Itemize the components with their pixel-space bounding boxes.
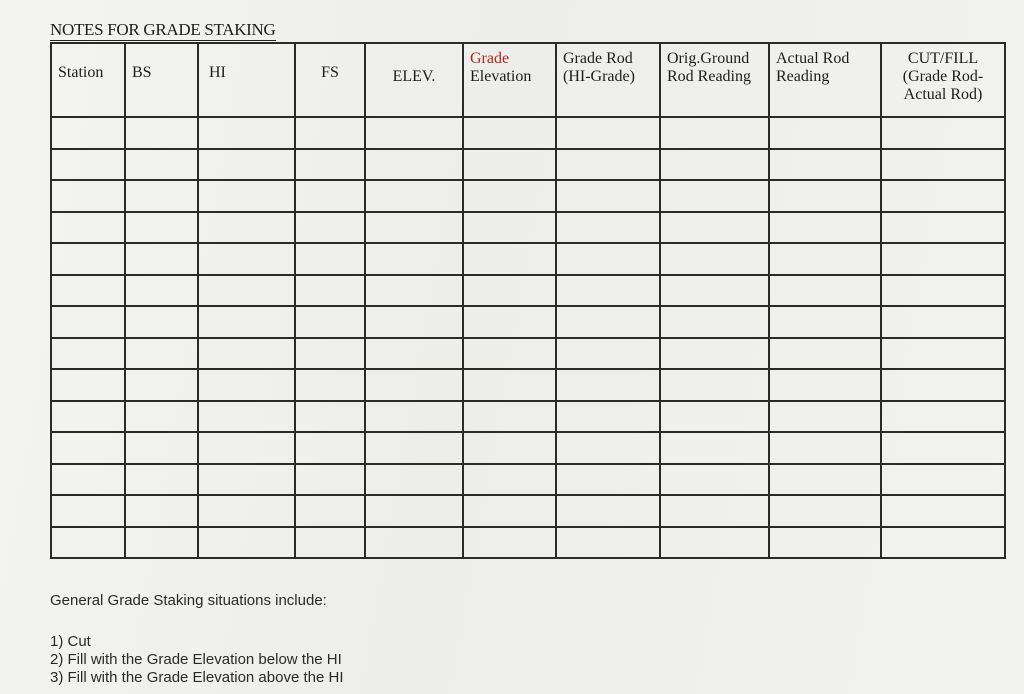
table-cell[interactable] bbox=[365, 117, 463, 149]
table-cell[interactable] bbox=[295, 117, 365, 149]
table-cell[interactable] bbox=[295, 243, 365, 275]
col-header-hi: HI bbox=[198, 43, 295, 117]
table-cell[interactable] bbox=[51, 306, 125, 338]
table-cell[interactable] bbox=[295, 306, 365, 338]
table-row bbox=[51, 401, 1005, 433]
table-cell[interactable] bbox=[463, 212, 556, 244]
table-cell[interactable] bbox=[365, 495, 463, 527]
table-cell[interactable] bbox=[198, 275, 295, 307]
col-header-grade-elevation: Grade Elevation bbox=[463, 43, 556, 117]
grade-staking-table bbox=[50, 42, 1006, 559]
table-cell[interactable] bbox=[769, 180, 881, 212]
table-row bbox=[51, 243, 1005, 275]
table-cell[interactable] bbox=[463, 432, 556, 464]
table-cell[interactable] bbox=[365, 275, 463, 307]
table-cell[interactable] bbox=[198, 464, 295, 496]
table-cell[interactable] bbox=[51, 117, 125, 149]
table-cell[interactable] bbox=[881, 527, 1005, 559]
table-cell[interactable] bbox=[769, 306, 881, 338]
table-cell[interactable] bbox=[463, 338, 556, 370]
table-cell[interactable] bbox=[125, 243, 198, 275]
table-cell[interactable] bbox=[769, 432, 881, 464]
table-cell[interactable] bbox=[295, 180, 365, 212]
table-cell[interactable] bbox=[556, 464, 660, 496]
table-cell[interactable] bbox=[881, 432, 1005, 464]
table-cell[interactable] bbox=[463, 243, 556, 275]
table-row bbox=[51, 527, 1005, 559]
table-cell[interactable] bbox=[660, 527, 769, 559]
table-cell[interactable] bbox=[125, 275, 198, 307]
table-cell[interactable] bbox=[556, 401, 660, 433]
table-cell[interactable] bbox=[881, 495, 1005, 527]
note-item: 2) Fill with the Grade Elevation below the HI bbox=[50, 651, 342, 668]
table-cell[interactable] bbox=[365, 180, 463, 212]
table-cell[interactable] bbox=[660, 432, 769, 464]
table-cell[interactable] bbox=[365, 338, 463, 370]
table-cell[interactable] bbox=[881, 369, 1005, 401]
table-cell[interactable] bbox=[295, 495, 365, 527]
table-cell[interactable] bbox=[556, 338, 660, 370]
table-row bbox=[51, 212, 1005, 244]
table-cell[interactable] bbox=[51, 275, 125, 307]
table-cell[interactable] bbox=[125, 149, 198, 181]
table-cell[interactable] bbox=[660, 149, 769, 181]
table-cell[interactable] bbox=[51, 212, 125, 244]
table-cell[interactable] bbox=[125, 212, 198, 244]
table-cell[interactable] bbox=[660, 306, 769, 338]
note-item: 3) Fill with the Grade Elevation above the HI bbox=[50, 669, 344, 686]
table-cell[interactable] bbox=[463, 149, 556, 181]
table-cell[interactable] bbox=[881, 464, 1005, 496]
table-cell[interactable] bbox=[463, 495, 556, 527]
note-item: 1) Cut bbox=[50, 633, 91, 650]
table-cell[interactable] bbox=[365, 369, 463, 401]
table-cell[interactable] bbox=[556, 180, 660, 212]
table-cell[interactable] bbox=[881, 149, 1005, 181]
table-cell[interactable] bbox=[198, 338, 295, 370]
table-cell[interactable] bbox=[365, 432, 463, 464]
table-row bbox=[51, 149, 1005, 181]
table-cell[interactable] bbox=[365, 527, 463, 559]
table-row bbox=[51, 338, 1005, 370]
table-cell[interactable] bbox=[365, 306, 463, 338]
table-cell[interactable] bbox=[660, 401, 769, 433]
table-cell[interactable] bbox=[769, 212, 881, 244]
table-cell[interactable] bbox=[125, 180, 198, 212]
table-cell[interactable] bbox=[51, 149, 125, 181]
table-cell[interactable] bbox=[660, 212, 769, 244]
table-cell[interactable] bbox=[660, 369, 769, 401]
table-cell[interactable] bbox=[660, 180, 769, 212]
table-row bbox=[51, 117, 1005, 149]
table-cell[interactable] bbox=[365, 243, 463, 275]
table-cell[interactable] bbox=[295, 369, 365, 401]
table-cell[interactable] bbox=[51, 432, 125, 464]
col-header-station: Station bbox=[51, 43, 125, 117]
col-header-fs: FS bbox=[295, 43, 365, 117]
table-cell[interactable] bbox=[660, 243, 769, 275]
table-cell[interactable] bbox=[198, 180, 295, 212]
table-cell[interactable] bbox=[198, 495, 295, 527]
table-cell[interactable] bbox=[51, 401, 125, 433]
table-cell[interactable] bbox=[198, 243, 295, 275]
table-row bbox=[51, 369, 1005, 401]
notes-intro: General Grade Staking situations include: bbox=[50, 592, 327, 609]
table-cell[interactable] bbox=[463, 464, 556, 496]
table-cell[interactable] bbox=[463, 306, 556, 338]
table-cell[interactable] bbox=[463, 401, 556, 433]
col-header-bs: BS bbox=[125, 43, 198, 117]
table-cell[interactable] bbox=[769, 495, 881, 527]
table-cell[interactable] bbox=[198, 401, 295, 433]
table-row bbox=[51, 495, 1005, 527]
table-cell[interactable] bbox=[295, 212, 365, 244]
table-cell[interactable] bbox=[881, 401, 1005, 433]
table-cell[interactable] bbox=[365, 401, 463, 433]
table-cell[interactable] bbox=[125, 432, 198, 464]
table-cell[interactable] bbox=[556, 275, 660, 307]
table-cell[interactable] bbox=[881, 338, 1005, 370]
table-cell[interactable] bbox=[881, 212, 1005, 244]
table-cell[interactable] bbox=[51, 527, 125, 559]
table-cell[interactable] bbox=[881, 306, 1005, 338]
table-cell[interactable] bbox=[556, 432, 660, 464]
table-cell[interactable] bbox=[365, 464, 463, 496]
table-cell[interactable] bbox=[125, 338, 198, 370]
table-cell[interactable] bbox=[556, 369, 660, 401]
table-cell[interactable] bbox=[769, 275, 881, 307]
table-cell[interactable] bbox=[198, 527, 295, 559]
table-cell[interactable] bbox=[51, 338, 125, 370]
table-cell[interactable] bbox=[881, 243, 1005, 275]
table-cell[interactable] bbox=[556, 117, 660, 149]
col-header-orig-ground: Orig.Ground Rod Reading bbox=[660, 43, 769, 117]
table-cell[interactable] bbox=[295, 401, 365, 433]
table-cell[interactable] bbox=[365, 149, 463, 181]
table-cell[interactable] bbox=[769, 149, 881, 181]
table-cell[interactable] bbox=[769, 117, 881, 149]
table-cell[interactable] bbox=[463, 180, 556, 212]
table-cell[interactable] bbox=[365, 212, 463, 244]
notes-section bbox=[50, 592, 343, 687]
table-cell[interactable] bbox=[769, 527, 881, 559]
table-cell[interactable] bbox=[463, 369, 556, 401]
table-cell[interactable] bbox=[556, 212, 660, 244]
table-row bbox=[51, 432, 1005, 464]
table-cell[interactable] bbox=[769, 369, 881, 401]
table-cell[interactable] bbox=[769, 338, 881, 370]
table-body bbox=[51, 117, 1005, 558]
table-cell[interactable] bbox=[198, 117, 295, 149]
table-row bbox=[51, 464, 1005, 496]
table-cell[interactable] bbox=[769, 243, 881, 275]
table-cell[interactable] bbox=[51, 495, 125, 527]
table-cell[interactable] bbox=[881, 275, 1005, 307]
table-cell[interactable] bbox=[769, 401, 881, 433]
col-header-elev: ELEV. bbox=[365, 43, 463, 117]
table-cell[interactable] bbox=[660, 464, 769, 496]
table-cell[interactable] bbox=[51, 464, 125, 496]
table-row bbox=[51, 180, 1005, 212]
table-cell[interactable] bbox=[198, 432, 295, 464]
table-cell[interactable] bbox=[660, 338, 769, 370]
table-cell[interactable] bbox=[556, 495, 660, 527]
table-cell[interactable] bbox=[556, 306, 660, 338]
table-cell[interactable] bbox=[125, 495, 198, 527]
table-cell[interactable] bbox=[295, 527, 365, 559]
col-header-cut-fill: CUT/FILL (Grade Rod- Actual Rod) bbox=[881, 43, 1005, 117]
table-cell[interactable] bbox=[463, 117, 556, 149]
table-row bbox=[51, 275, 1005, 307]
table-cell[interactable] bbox=[51, 369, 125, 401]
table-cell[interactable] bbox=[125, 464, 198, 496]
table-cell[interactable] bbox=[295, 432, 365, 464]
table-cell[interactable] bbox=[125, 401, 198, 433]
table-cell[interactable] bbox=[463, 527, 556, 559]
col-header-actual-rod: Actual Rod Reading bbox=[769, 43, 881, 117]
col-header-grade-rod: Grade Rod (HI-Grade) bbox=[556, 43, 660, 117]
table-cell[interactable] bbox=[556, 527, 660, 559]
table-cell[interactable] bbox=[125, 306, 198, 338]
table-cell[interactable] bbox=[198, 306, 295, 338]
table-cell[interactable] bbox=[881, 180, 1005, 212]
table-cell[interactable] bbox=[198, 369, 295, 401]
page-title: NOTES FOR GRADE STAKING bbox=[50, 20, 276, 39]
table-cell[interactable] bbox=[769, 464, 881, 496]
table-row bbox=[51, 306, 1005, 338]
table-cell[interactable] bbox=[295, 464, 365, 496]
table-cell[interactable] bbox=[463, 275, 556, 307]
table-cell[interactable] bbox=[295, 149, 365, 181]
table-cell[interactable] bbox=[125, 369, 198, 401]
table-cell[interactable] bbox=[51, 180, 125, 212]
table-cell[interactable] bbox=[660, 275, 769, 307]
table-cell[interactable] bbox=[295, 275, 365, 307]
table-cell[interactable] bbox=[125, 527, 198, 559]
header-row bbox=[51, 43, 1005, 117]
table-cell[interactable] bbox=[125, 117, 198, 149]
table-cell[interactable] bbox=[198, 212, 295, 244]
table-cell[interactable] bbox=[660, 495, 769, 527]
table-cell[interactable] bbox=[556, 243, 660, 275]
table-cell[interactable] bbox=[660, 117, 769, 149]
table-cell[interactable] bbox=[51, 243, 125, 275]
table-cell[interactable] bbox=[198, 149, 295, 181]
table-cell[interactable] bbox=[295, 338, 365, 370]
table-cell[interactable] bbox=[556, 149, 660, 181]
table-cell[interactable] bbox=[881, 117, 1005, 149]
